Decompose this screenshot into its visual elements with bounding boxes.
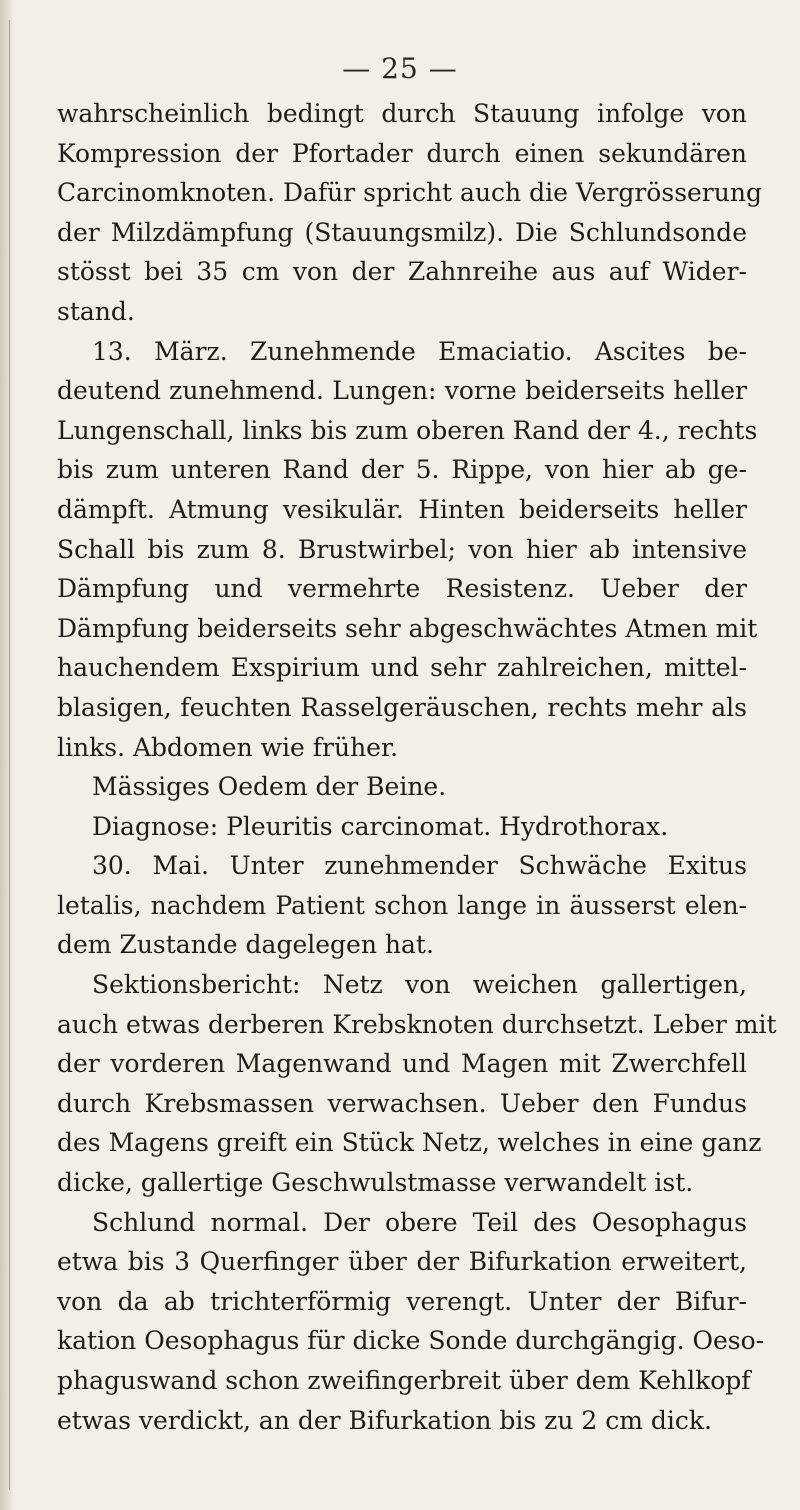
page-number: — 25 — bbox=[342, 52, 458, 85]
text-line: letalis, nachdem Patient schon lange in äusserst elen- bbox=[57, 890, 747, 920]
text-line: von da ab trichterförmig verengt. Unter der Bifur- bbox=[57, 1286, 747, 1316]
text-line: kation Oesophagus für dicke Sonde durchgängig. Oeso- bbox=[57, 1326, 765, 1356]
text-line: Dämpfung und vermehrte Resistenz. Ueber der bbox=[57, 574, 747, 604]
binding-line bbox=[9, 20, 10, 1490]
text-line: Diagnose: Pleuritis carcinomat. Hydrothorax. bbox=[92, 811, 669, 841]
text-line: dicke, gallertige Geschwulstmasse verwandelt ist. bbox=[57, 1168, 694, 1198]
text-line: dämpft. Atmung vesikulär. Hinten beiderseits heller bbox=[57, 494, 747, 524]
text-line: wahrscheinlich bedingt durch Stauung infolge von bbox=[57, 99, 747, 128]
text-line: Sektionsbericht: Netz von weichen gallertigen, bbox=[92, 970, 747, 1000]
text-line: Mässiges Oedem der Beine. bbox=[92, 772, 447, 802]
text-line: phaguswand schon zweifingerbreit über dem Kehlkopf bbox=[57, 1366, 751, 1395]
text-line: der vorderen Magenwand und Magen mit Zwerchfell bbox=[57, 1049, 747, 1079]
text-line: Schall bis zum 8. Brustwirbel; von hier ab intensive bbox=[57, 534, 747, 564]
text-line: blasigen, feuchten Rasselgeräuschen, rechts mehr als bbox=[57, 692, 747, 722]
text-line: Dämpfung beiderseits sehr abgeschwächtes Atmen mit bbox=[57, 613, 758, 643]
text-line: stösst bei 35 cm von der Zahnreihe aus auf Wider- bbox=[57, 257, 747, 287]
text-line: auch etwas derberen Krebsknoten durchsetzt. Leber mit bbox=[57, 1009, 777, 1039]
text-line: Carcinomknoten. Dafür spricht auch die Vergrösserung bbox=[57, 178, 762, 208]
text-line: des Magens greift ein Stück Netz, welches in eine ganz bbox=[57, 1128, 762, 1158]
text-line: etwa bis 3 Querfinger über der Bifurkation erweitert, bbox=[57, 1247, 747, 1277]
text-line: stand. bbox=[57, 296, 135, 326]
text-line: 30. Mai. Unter zunehmender Schwäche Exitus bbox=[92, 851, 747, 881]
text-line: bis zum unteren Rand der 5. Rippe, von hier ab ge- bbox=[57, 455, 747, 485]
page-binding-edge bbox=[0, 0, 14, 1510]
text-line: links. Abdomen wie früher. bbox=[57, 732, 399, 762]
text-line: Kompression der Pfortader durch einen sekundären bbox=[57, 138, 747, 168]
text-line: deutend zunehmend. Lungen: vorne beiderseits heller bbox=[57, 376, 747, 406]
text-line: der Milzdämpfung (Stauungsmilz). Die Schlundsonde bbox=[57, 217, 747, 247]
text-line: Lungenschall, links bis zum oberen Rand der 4., rechts bbox=[57, 415, 758, 445]
body-text bbox=[57, 94, 777, 1440]
text-line: hauchendem Exspirium und sehr zahlreichen, mittel- bbox=[57, 653, 747, 683]
text-line: dem Zustande dagelegen hat. bbox=[57, 930, 434, 960]
text-line: 13. März. Zunehmende Emaciatio. Ascites be- bbox=[92, 336, 747, 366]
text-line: durch Krebsmassen verwachsen. Ueber den Fundus bbox=[57, 1088, 747, 1118]
text-line: Schlund normal. Der obere Teil des Oesophagus bbox=[92, 1207, 747, 1237]
text-line: etwas verdickt, an der Bifurkation bis zu 2 cm dick. bbox=[57, 1405, 712, 1435]
